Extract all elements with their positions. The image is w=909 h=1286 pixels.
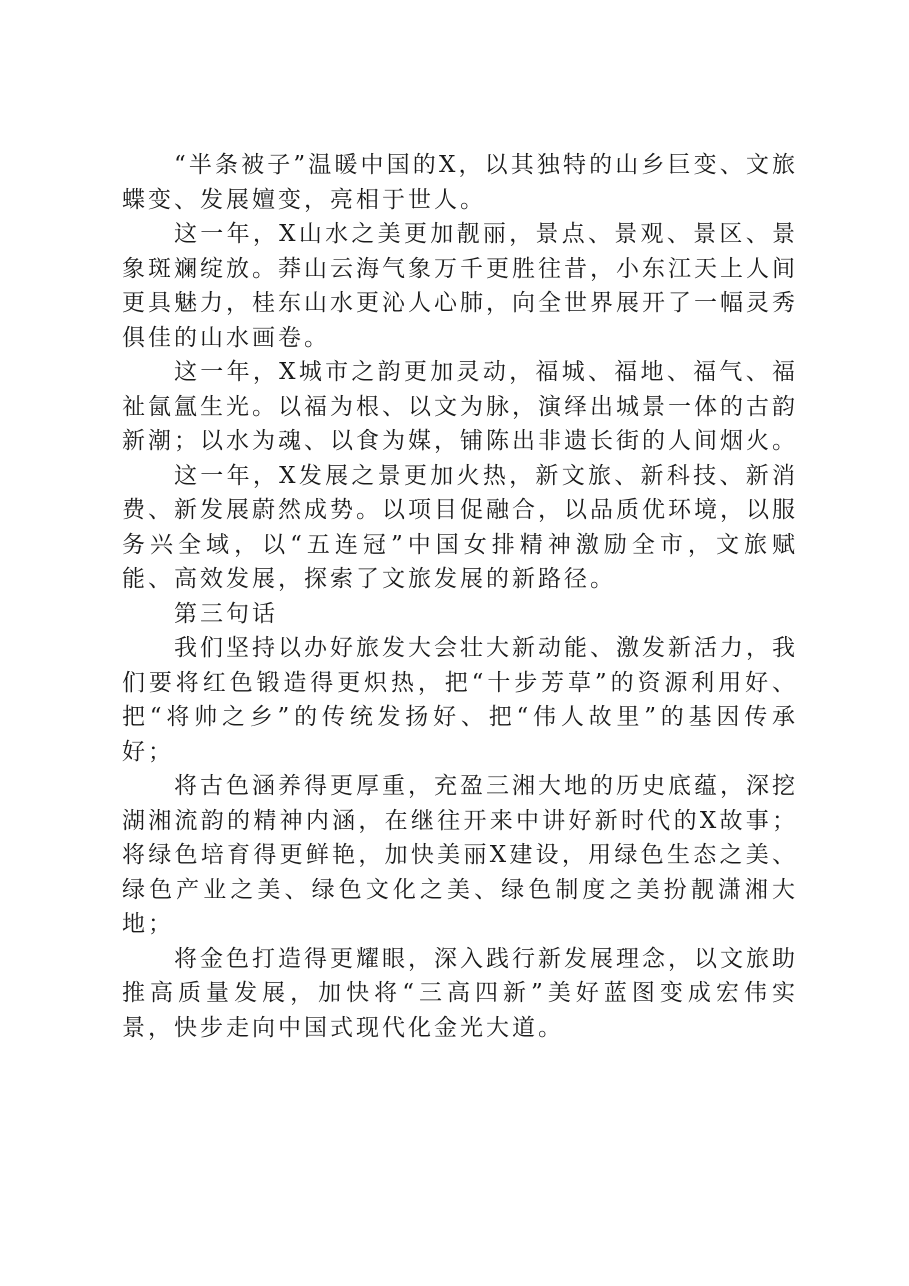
paragraph: 这一年，X山水之美更加靓丽，景点、景观、景区、景象斑斓绽放。莽山云海气象万千更胜往昔，小东江天上人间更具魅力，桂东山水更沁人心肺，向全世界展开了一幅灵秀俱佳的山水画卷。 — [122, 221, 798, 351]
paragraph: “半条被子”温暖中国的X，以其独特的山乡巨变、文旅蝶变、发展嬗变，亮相于世人。 — [122, 152, 798, 213]
paragraph: 将金色打造得更耀眼，深入践行新发展理念，以文旅助推高质量发展，加快将“三高四新”美好蓝图变成宏伟实景，快步走向中国式现代化金光大道。 — [122, 945, 798, 1041]
paragraph: 这一年，X城市之韵更加灵动，福城、福地、福气、福祉氤氲生光。以福为根、以文为脉，演绎出城景一体的古韵新潮；以水为魂、以食为媒，铺陈出非遗长街的人间烟火。 — [122, 359, 798, 454]
document-body — [122, 148, 798, 1045]
paragraph: 我们坚持以办好旅发大会壮大新动能、激发新活力，我们要将红色锻造得更炽热，把“十步芳草”的资源利用好、把“将帅之乡”的传统发扬好、把“伟人故里”的基因传承好； — [122, 635, 798, 765]
paragraph: 这一年，X发展之景更加火热，新文旅、新科技、新消费、新发展蔚然成势。以项目促融合，以品质优环境，以服务兴全域，以“五连冠”中国女排精神激励全市，文旅赋能、高效发展，探索了文旅发展的新路径。 — [122, 462, 798, 592]
paragraph: 将古色涵养得更厚重，充盈三湘大地的历史底蕴，深挖湖湘流韵的精神内涵，在继往开来中讲好新时代的X故事；将绿色培育得更鲜艳，加快美丽X建设，用绿色生态之美、绿色产业之美、绿色文化之美、绿色制度之美扮靓潇湘大地； — [122, 773, 798, 937]
section-heading: 第三句话 — [174, 600, 278, 627]
